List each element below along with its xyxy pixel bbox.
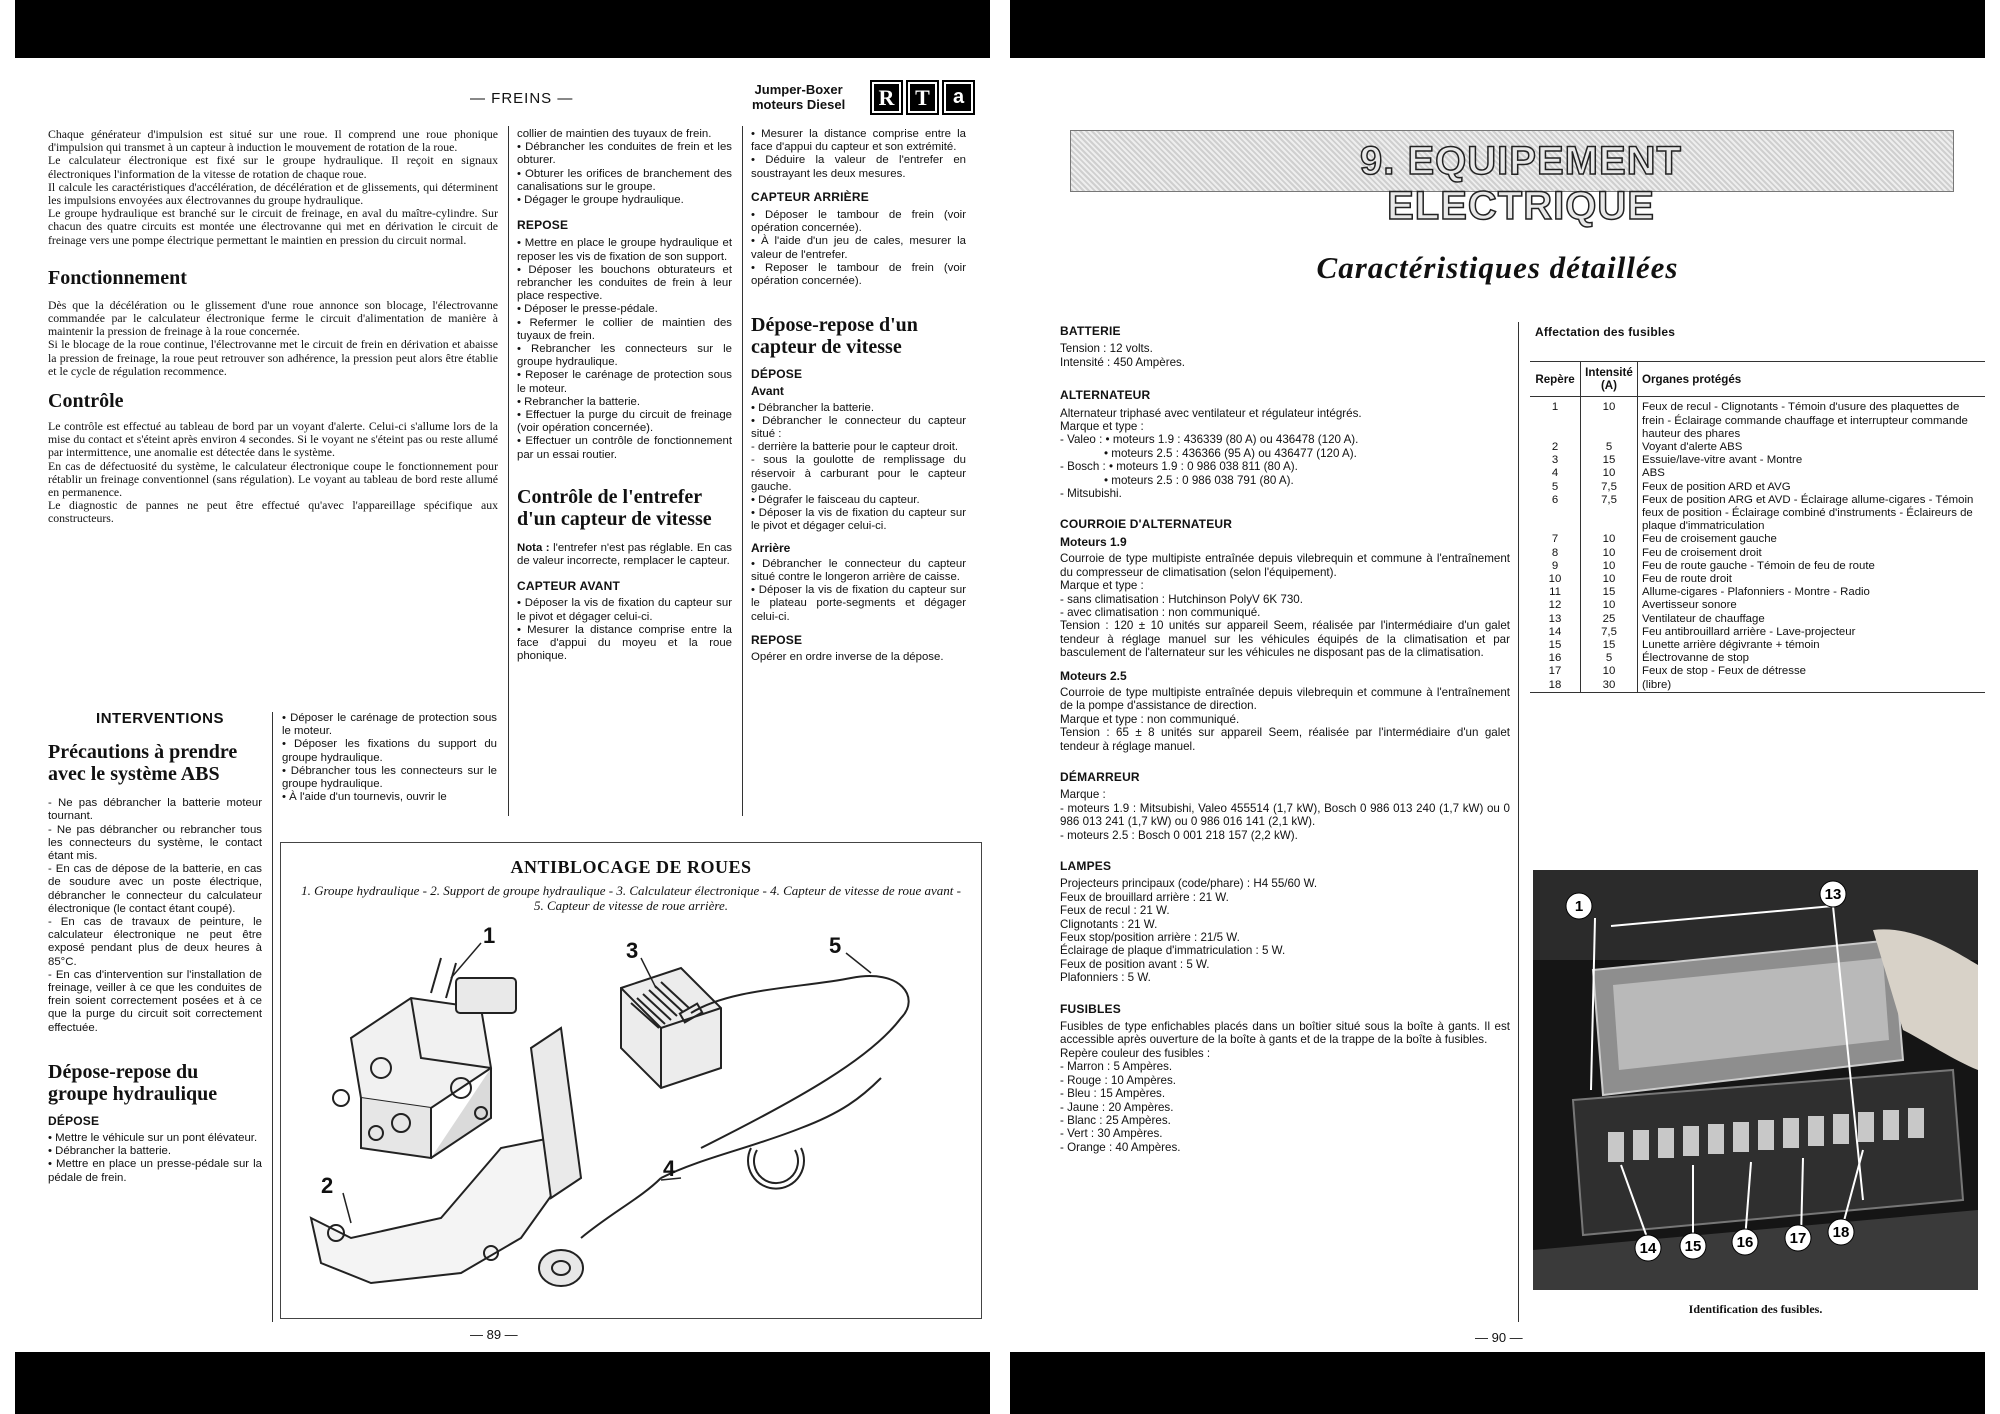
fuse-table-title: Affectation des fusibles: [1535, 325, 1676, 339]
model-label: Jumper-Boxer moteurs Diesel: [752, 82, 846, 112]
fuse-number: 12: [1530, 599, 1581, 612]
abs-exploded-drawing: [281, 918, 981, 1318]
heading-depose: DÉPOSE: [751, 367, 803, 382]
fuse-circuits: Feu de croisement droit: [1642, 546, 1762, 559]
fuse-number: 1: [1530, 397, 1581, 441]
fuse-amperage: 10: [1581, 397, 1638, 441]
fuse-amperage: 7,5: [1581, 494, 1638, 534]
fuse-circuits: ABS: [1642, 467, 1665, 480]
table-header-row: [1530, 362, 1985, 397]
page-90: [1010, 0, 2000, 1414]
heading-controle-entrefer: Contrôle de l'entrefer d'un capteur de vitesse: [517, 485, 712, 530]
callout-2: 2: [321, 1173, 334, 1198]
photo-callout-15: 15: [1684, 1238, 1702, 1255]
fuse-number: 15: [1530, 639, 1581, 652]
heading-arriere: Arrière: [751, 540, 791, 555]
fuse-amperage: 10: [1581, 665, 1638, 678]
fuse-circuits: Feu de route gauche - Témoin de feu de route: [1642, 559, 1875, 572]
fuse-amperage: 30: [1581, 679, 1638, 693]
heading-fonctionnement: Fonctionnement: [48, 266, 187, 289]
heading-capteur-avant: CAPTEUR AVANT: [517, 579, 621, 594]
fuse-amperage: 10: [1581, 573, 1638, 586]
fuse-circuits: Électrovanne de stop: [1642, 652, 1750, 665]
fuse-number: 9: [1530, 560, 1581, 573]
fuse-box-photo: [1533, 870, 1978, 1290]
fuse-circuits: (libre): [1638, 679, 1986, 693]
fuse-number: 18: [1530, 679, 1581, 693]
column-1-upper: [48, 128, 498, 526]
rta-logo: R T a: [870, 80, 975, 115]
column-rule: [272, 712, 273, 1322]
bottom-black-bar: [15, 1352, 990, 1414]
heading-repose: REPOSE: [517, 218, 569, 233]
table-row: [1530, 573, 1985, 586]
fuse-amperage: 25: [1581, 613, 1638, 626]
fuse-circuits: Essuie/lave-vitre avant - Montre: [1642, 454, 1803, 467]
top-black-bar: [15, 0, 990, 58]
fuse-amperage: 5: [1581, 441, 1638, 454]
photo-caption: Identification des fusibles.: [1688, 1302, 1823, 1316]
photo-callout-1: 1: [1574, 898, 1584, 915]
fuse-amperage: 15: [1581, 639, 1638, 652]
fuse-circuits: Voyant d'alerte ABS: [1642, 441, 1743, 454]
top-black-bar: [1010, 0, 1985, 58]
fuse-circuits: Feu de route droit: [1642, 573, 1732, 586]
callout-4: 4: [663, 1156, 676, 1181]
fuse-amperage: 10: [1581, 533, 1638, 546]
fuse-amperage: 10: [1581, 467, 1638, 480]
table-row: [1530, 613, 1985, 626]
photo-callout-18: 18: [1832, 1224, 1850, 1241]
hydraulic-unit-drawing: [333, 958, 516, 1158]
figure-title: ANTIBLOCAGE DE ROUES: [510, 857, 752, 877]
fuse-number: 11: [1530, 586, 1581, 599]
column-header: Intensité (A): [1581, 362, 1638, 397]
fuse-circuits: Feux de position ARG et AVD - Éclairage allume-cigares - Témoin feux de position - Éclairage combiné d'instruments - Éclaireurs de plaque d'immatriculation: [1642, 493, 1974, 533]
paragraph: Le calculateur électronique est fixé sur le groupe hydraulique. Il reçoit en signaux électroniques l'information de la vitesse de rotation de chaque roue.: [48, 153, 498, 181]
chapter-title: 9. EQUIPEMENT ELECTRIQUE: [1360, 139, 1682, 228]
fuse-circuits: Feux de recul - Clignotants - Témoin d'usure des plaquettes de frein - Éclairage commande chauffage et interrupteur commande hauteur des phares: [1642, 401, 1968, 440]
heading-batterie: BATTERIE: [1060, 324, 1121, 338]
figure-caption: 1. Groupe hydraulique - 2. Support de groupe hydraulique - 3. Calculateur électronique - 4. Capteur de vitesse de roue avant - 5. Capteur de vitesse de roue arrière.: [301, 883, 961, 913]
table-row: [1530, 547, 1985, 560]
fuse-number: 16: [1530, 652, 1581, 665]
clip-drawing: [748, 1148, 804, 1189]
callout-3: 3: [626, 938, 639, 963]
fuse-number: 13: [1530, 613, 1581, 626]
fuse-number: 14: [1530, 626, 1581, 639]
fuse-circuits: Allume-cigares - Plafonniers - Montre - Radio: [1642, 586, 1870, 599]
heading-alternateur: ALTERNATEUR: [1060, 388, 1151, 403]
table-row: [1530, 560, 1985, 573]
table-row: [1530, 454, 1985, 467]
photo-callout-14: 14: [1639, 1240, 1657, 1257]
chapter-band: [1070, 130, 1954, 228]
paragraph: En cas de défectuosité du système, le calculateur électronique coupe le fonctionnement pour rétablir un freinage conventionnel (sans régulation). Le voyant au tableau de bord reste allumé en permanence.: [48, 458, 498, 500]
table-row: [1530, 467, 1985, 480]
paragraph: Le diagnostic de pannes ne peut être effectué qu'avec l'appareillage spécifique aux constructeurs.: [48, 498, 498, 526]
fuse-amperage: 5: [1581, 652, 1638, 665]
fuse-amperage: 15: [1581, 454, 1638, 467]
fuse-amperage: 10: [1581, 599, 1638, 612]
paragraph: Chaque générateur d'impulsion est situé sur une roue. Il comprend une roue phonique d'impulsion qui transmet à un capteur à induction le mouvement de rotation de la roue.: [48, 127, 498, 155]
photo-callout-13: 13: [1824, 886, 1842, 903]
column-1-lower: INTERVENTIONS Précautions à prendre avec le système ABS - Ne pas débrancher la batterie moteur tournant. - Ne pas débrancher ou rebrancher tous les connecteurs du système, le contact étant mis. - En cas de dépose de la batterie, en cas de soudure avec un poste électrique, débrancher le connecteur du calculateur électronique (le contact étant coupé). - En cas de travaux de peinture, le calculateur électronique ne peut être exposé pendant plus de deux heures à 85°C. - En cas d'intervention sur l'installation de freinage, veiller à ce que les conduites de frein soient correctement posées et à ce que la purge du circuit soit correctement effectuée. Dépose-repose du groupe hydraulique DÉPOSE • Mettre le véhicule sur un pont élévateur. • Débrancher la batterie. • Mettre en place un presse-pédale sur la pédale de frein.: [48, 710, 262, 1184]
fuse-number: 10: [1530, 573, 1581, 586]
fuse-table-body: [1530, 397, 1985, 692]
fuse-circuits: Feux de stop - Feux de détresse: [1642, 665, 1806, 678]
table-row: [1530, 665, 1985, 678]
table-row: [1530, 533, 1985, 546]
column-rule: [1518, 322, 1519, 1322]
table-row: [1530, 639, 1985, 652]
paragraph: Il calcule les caractéristiques d'accélération, de décélération et de glissements, qui déterminent les impulsions envoyées aux électrovannes du groupe hydraulique.: [48, 179, 498, 208]
fuse-amperage: 15: [1581, 586, 1638, 599]
column-2: collier de maintien des tuyaux de frein. • Débrancher les conduites de frein et les obturer. • Obturer les orifices de branchement des canalisations sur le groupe. • Dégager le groupe hydraulique. REPOSE • Mettre en place le groupe hydraulique et reposer les vis de fixation de son support. • Déposer les bouchons obturateurs et rebrancher les conduites de frein à leur place respective. • Déposer le presse-pédale. • Refermer le collier de maintien des tuyaux de frein. • Rebrancher les connecteurs sur le groupe hydraulique. • Reposer le carénage de protection sous le moteur. • Rebrancher la batterie. • Effectuer la purge du circuit de freinage (voir opération concernée). • Effectuer un contrôle de fonctionnement par un essai routier. Contrôle de l'entrefer d'un capteur de vitesse Nota : l'entrefer n'est pas réglable. En cas de valeur incorrecte, remplacer le capteur. CAPTEUR AVANT • Déposer la vis de fixation du capteur sur le pivot et dégager celui-ci. • Mesurer la distance comprise entre la face d'appui du moyeu et la roue phonique.: [517, 128, 732, 663]
paragraph: Si le blocage de la roue continue, l'électrovanne met le circuit de frein en dérivation et abaisse la pression de freinage, la roue peut retrouver son adhérence, la pression peut alors être établie et le cycle de régulation recommence.: [48, 337, 498, 378]
fuse-amperage: 10: [1581, 560, 1638, 573]
fuse-table: [1530, 361, 1985, 693]
fuse-box-photo-drawing: [1533, 870, 1978, 1290]
table-row: [1530, 481, 1985, 494]
page-gutter: [990, 0, 1010, 1414]
page-89: [0, 0, 990, 1414]
heading-depose-capteur: Dépose-repose d'un capteur de vitesse: [751, 314, 918, 359]
page-title: Caractéristiques détaillées: [1316, 250, 1679, 285]
column-header: Repère: [1530, 362, 1581, 397]
table-row: [1530, 679, 1985, 693]
heading-controle: Contrôle: [48, 390, 124, 413]
fuse-circuits: Feu antibrouillard arrière - Lave-projecteur: [1642, 625, 1856, 638]
fuse-number: 4: [1530, 467, 1581, 480]
paragraph: Le groupe hydraulique est branché sur le circuit de freinage, en aval du maître-cylindre. Sur chacun des quatre circuits est montée une électrovanne qui met en dérivation le circuit de freinage vers une pompe électrique permettant le maintien en pression du circuit normal.: [48, 206, 498, 247]
fuse-number: 17: [1530, 665, 1581, 678]
paragraph: Dès que la décélération ou le glissement d'une roue annonce son blocage, l'électrovanne commandée par le calculateur électronique ferme le circuit d'alimentation de manière à maintenir la pression de freinage à la roue concernée.: [48, 297, 498, 339]
front-speed-sensor-drawing: [539, 1078, 881, 1286]
column-rule: [742, 126, 743, 816]
heading-avant: Avant: [751, 384, 784, 399]
ecu-drawing: [621, 968, 721, 1088]
fuse-amperage: 10: [1581, 547, 1638, 560]
fuse-number: 6: [1530, 494, 1581, 534]
column-mid-lower: • Déposer le carénage de protection sous le moteur. • Déposer les fixations du support du groupe hydraulique. • Débrancher tous les connecteurs sur le groupe hydraulique. • À l'aide d'un tournevis, ouvrir le: [282, 712, 497, 804]
photo-callout-16: 16: [1736, 1234, 1754, 1251]
section-header: — FREINS —: [470, 90, 574, 107]
paragraph: Le contrôle est effectué au tableau de bord par un voyant d'alerte. Celui-ci s'allume lors de la mise du contact et s'éteint après environ 4 secondes. Si le voyant ne s'éteint pas ou reste allumé par intermittence, une anomalie est détectée dans le système.: [48, 419, 498, 460]
specs-column: BATTERIE Tension : 12 volts. Intensité : 450 Ampères. ALTERNATEUR Alternateur triphasé avec ventilateur et régulateur intégrés. Marque et type : - Valeo : • moteurs 1.9 : 436339 (80 A) ou 436478 (120 A). • moteurs 2.5 : 436366 (95 A) ou 436477 (120 A). - Bosch : • moteurs 1.9 : 0 986 038 811 (80 A). • moteurs 2.5 : 0 986 038 791 (80 A). - Mitsubishi. COURROIE D'ALTERNATEUR Moteurs 1.9 Courroie de type multipiste entraînée depuis vilebrequin et commune à l'entraînement du compresseur de climatisation (selon l'équipement). Marque et type : - sans climatisation : Hutchinson PolyV 6K 730. - avec climatisation : non communiqué. Tension : 120 ± 10 unités sur appareil Seem, réalisée par l'intermédiaire d'un galet tendeur à réglage manuel sur les véhicules équipés de la climatisation et par basculement de l'alternateur sur les véhicules ne disposant pas de la climatisation. Moteurs 2.5 Courroie de type multipiste entraînée depuis vilebrequin et commune à l'entraînement de la pompe d'assistance de direction. Marque et type : non communiqué. Tension : 65 ± 8 unités sur appareil Seem, réalisée par l'intermédiaire d'un galet tendeur à réglage manuel. DÉMARREUR Marque : - moteurs 1.9 : Mitsubishi, Valeo 455514 (1,7 kW), Bosch 0 986 013 240 (1,7 kW) ou 0 986 013 241 (1,7 kW) ou 0 986 016 141 (2,1 kW). - moteurs 2.5 : Bosch 0 001 218 157 (2,2 kW). LAMPES Projecteurs principaux (code/phare) : H4 55/60 W. Feux de brouillard arrière : 21 W. Feux de recul : 21 W. Clignotants : 21 W. Feux stop/position arrière : 21/5 W. Éclairage de plaque d'immatriculation : 5 W. Feux de position avant : 5 W. Plafonniers : 5 W. FUSIBLES Fusibles de type enfichables placés dans un boîtier situé sous la boîte à gants. Il est accessible après ouverture de la boîte à gants et de la trappe de la boîte à fusibles. Repère couleur des fusibles : - Marron : 5 Ampères. - Rouge : 10 Ampères. - Bleu : 15 Ampères. - Jaune : 20 Ampères. - Blanc : 25 Ampères. - Vert : 30 Ampères. - Orange : 40 Ampères.: [1060, 324, 1510, 1154]
table-row: [1530, 626, 1985, 639]
fuse-number: 8: [1530, 547, 1581, 560]
fuse-circuits: Feu de croisement gauche: [1642, 533, 1777, 546]
heading-repose: REPOSE: [751, 632, 803, 647]
table-row: [1530, 599, 1985, 612]
fuse-number: 2: [1530, 441, 1581, 454]
table-row: [1530, 652, 1985, 665]
table-row: [1530, 397, 1985, 441]
fuse-circuits: Feux de position ARD et AVG: [1642, 480, 1791, 493]
heading-depose-groupe: Dépose-repose du groupe hydraulique: [48, 1060, 218, 1105]
column-header: Organes protégés: [1638, 362, 1986, 397]
table-row: [1530, 586, 1985, 599]
interventions-heading: INTERVENTIONS: [96, 710, 224, 727]
figure-antiblocage: [280, 842, 982, 1319]
heading-lampes: LAMPES: [1060, 859, 1112, 873]
fuse-circuits: Lunette arrière dégivrante + témoin: [1642, 639, 1820, 652]
page-number: — 90 —: [1475, 1330, 1523, 1345]
fuse-table-block: [1530, 325, 1985, 693]
callout-5: 5: [829, 933, 842, 958]
heading-precautions-abs: Précautions à prendre avec le système ABS: [48, 741, 238, 786]
fuse-amperage: 7,5: [1581, 626, 1638, 639]
column-rule: [508, 126, 509, 816]
fuse-circuits: Avertisseur sonore: [1642, 599, 1737, 612]
heading-fusibles: FUSIBLES: [1060, 1001, 1121, 1016]
heading-capteur-arriere: CAPTEUR ARRIÈRE: [751, 189, 869, 204]
heading-courroie: COURROIE D'ALTERNATEUR: [1060, 517, 1233, 532]
table-row: [1530, 494, 1985, 534]
photo-callout-17: 17: [1789, 1230, 1807, 1247]
bottom-black-bar: [1010, 1352, 1985, 1414]
fuse-number: 3: [1530, 454, 1581, 467]
fuse-amperage: 7,5: [1581, 481, 1638, 494]
table-row: [1530, 441, 1985, 454]
heading-demarreur: DÉMARREUR: [1060, 769, 1140, 784]
page-number: — 89 —: [470, 1327, 518, 1342]
fuse-circuits: Ventilateur de chauffage: [1642, 612, 1765, 625]
fuse-number: 7: [1530, 533, 1581, 546]
column-3: • Mesurer la distance comprise entre la face d'appui du capteur et son extrémité. • Déduire la valeur de l'entrefer en soustrayant les deux mesures. CAPTEUR ARRIÈRE • Déposer le tambour de frein (voir opération concernée). • À l'aide d'un jeu de cales, mesurer la valeur de l'entrefer. • Reposer le tambour de frein (voir opération concernée). Dépose-repose d'un capteur de vitesse DÉPOSE Avant • Débrancher la batterie. • Débrancher le connecteur du capteur situé : - derrière la batterie pour le capteur droit. - sous la goulotte de remplissage du réservoir à carburant pour le capteur gauche. • Dégrafer le faisceau du capteur. • Déposer la vis de fixation du capteur sur le pivot et dégager celui-ci. Arrière • Débrancher le connecteur du capteur situé contre le longeron arrière de caisse. • Déposer la vis de fixation du capteur sur le plateau porte-segments et dégager celui-ci. REPOSE Opérer en ordre inverse de la dépose.: [751, 128, 966, 664]
callout-1: 1: [483, 923, 496, 948]
fuse-number: 5: [1530, 481, 1581, 494]
